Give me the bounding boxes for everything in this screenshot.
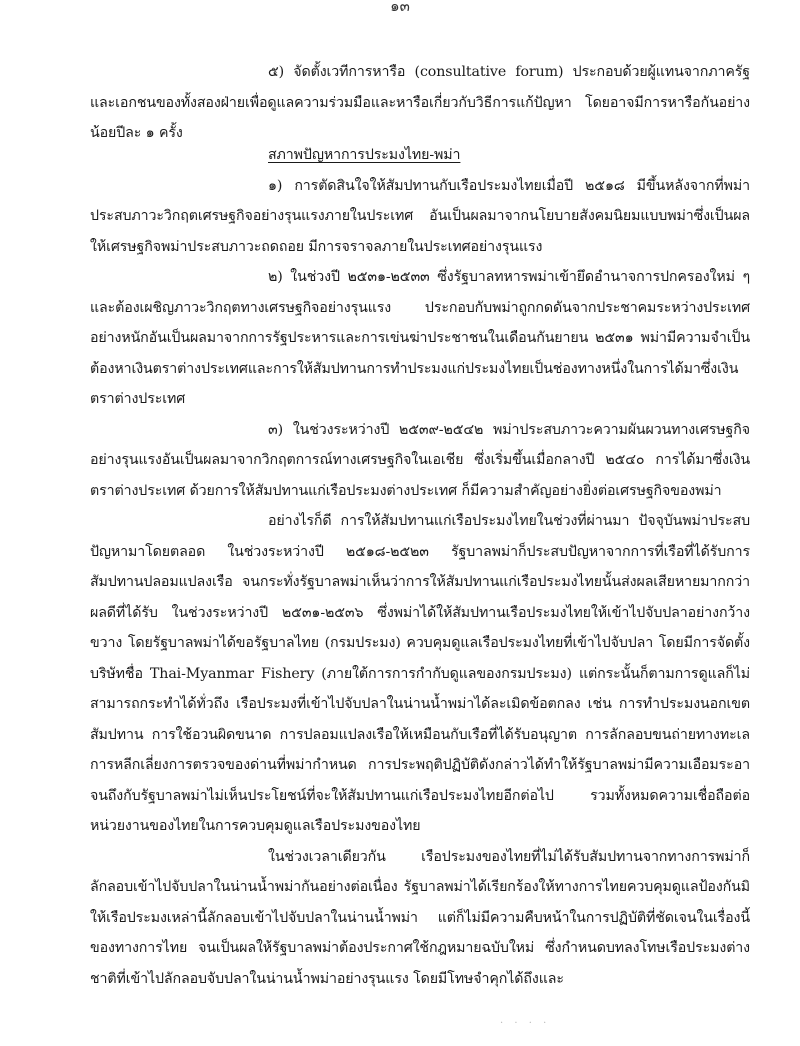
scan-artifact: · · · ·	[500, 1018, 551, 1029]
paragraph-same-period: ในช่วงเวลาเดียวกัน เรือประมงของไทยที่ไม่ได้รับสัมปทานจากทางการพม่าก็ลักลอบเข้าไปจับปลาในน่านน้ำพม่ากันอย่างต่อเนื่อง รัฐบาลพม่าได้เรียกร้องให้ทางการไทยควบคุมดูแลป้องกันมิให้เรือประมงเหล่านี้ลักลอบเข้าไปจับปลาในน่านน้ำพม่า แต่ก็ไม่มีความคืบหน้าในการปฏิบัติที่ชัดเจนในเรื่องนี้ของทางการไทย จนเป็นผลให้รัฐบาลพม่าต้องประกาศใช้กฎหมายฉบับใหม่ ซึ่งกำหนดบทลงโทษเรือประมงต่างชาติที่เข้าไปลักลอบจับปลาในน่านน้ำพม่าอย่างรุนแรง โดยมีโทษจำคุกได้ถึงและ	[90, 848, 750, 987]
paragraph-item-1: ๑) การตัดสินใจให้สัมปทานกับเรือประมงไทยเมื่อปี ๒๕๑๘ มีขึ้นหลังจากที่พม่าประสบภาวะวิกฤตเศรษฐกิจอย่างรุนแรงภายในประเทศ อันเป็นผลมาจากนโยบายสังคมนิยมแบบพม่าซึ่งเป็นผลให้เศรษฐกิจพม่าประสบภาวะถดถอย มีการจราจลภายในประเทศอย่างรุนแรง	[90, 177, 750, 255]
paragraph-item-2: ๒) ในช่วงปี ๒๕๓๑-๒๕๓๓ ซึ่งรัฐบาลทหารพม่าเข้ายึดอำนาจการปกครองใหม่ ๆ และต้องเผชิญภาวะวิกฤตทางเศรษฐกิจอย่างรุนแรง ประกอบกับพม่าถูกกดดันจากประชาคมระหว่างประเทศอย่างหนักอันเป็นผลมาจากการรัฐประหารและการเข่นฆ่าประชาชนในเดือนกันยายน ๒๕๓๑ พม่ามีความจำเป็นต้องหาเงินตราต่างประเทศและการให้สัมปทานการทำประมงแก่ประมงไทยเป็นช่องทางหนึ่งในการได้มาซึ่งเงินตราต่างประเทศ	[90, 269, 750, 407]
paragraph-however: อย่างไรก็ดี การให้สัมปทานแก่เรือประมงไทยในช่วงที่ผ่านมา ปัจจุบันพม่าประสบปัญหามาโดยตลอด ในช่วงระหว่างปี ๒๕๑๘-๒๕๒๓ รัฐบาลพม่าก็ประสบปัญหาจากการที่เรือที่ได้รับการสัมปทานปลอมแปลงเรือ จนกระทั่งรัฐบาลพม่าเห็นว่าการให้สัมปทานแก่เรือประมงไทยนั้นส่งผลเสียหายมากกว่าผลดีที่ได้รับ ในช่วงระหว่างปี ๒๕๓๑-๒๕๓๖ ซึ่งพม่าได้ให้สัมปทานเรือประมงไทยให้เข้าไปจับปลาอย่างกว้างขวาง โดยรัฐบาลพม่าได้ขอรัฐบาลไทย (กรมประมง) ควบคุมดูแลเรือประมงไทยที่เข้าไปจับปลา โดยมีการจัดตั้งบริษัทชื่อ Thai-Myanmar Fishery (ภายใต้การการกำกับดูแลของกรมประมง) แต่กระนั้นก็ตามการดูแลก็ไม่สามารถกระทำได้ทั่วถึง เรือประมงที่เข้าไปจับปลาในน่านน้ำพม่าได้ละเมิดข้อตกลง เช่น การทำประมงนอกเขตสัมปทาน การใช้อวนผิดขนาด การปลอมแปลงเรือให้เหมือนกับเรือที่ได้รับอนุญาต การลักลอบขนถ่ายทางทะเล การหลีกเลี่ยงการตรวจของด่านที่พม่ากำหนด การประพฤติปฏิบัติดังกล่าวได้ทำให้รัฐบาลพม่ามีความเอือมระอา จนถึงกับรัฐบาลพม่าไม่เห็นประโยชน์ที่จะให้สัมปทานแก่เรือประมงไทยอีกต่อไป รวมทั้งหมดความเชื่อถือต่อหน่วยงานของไทยในการควบคุมดูแลเรือประมงของไทย	[90, 513, 750, 834]
page-number: ๑๓	[390, 0, 410, 15]
paragraph-item-3: ๓) ในช่วงระหว่างปี ๒๕๓๙-๒๕๔๒ พม่าประสบภาวะความผันผวนทางเศรษฐกิจอย่างรุนแรงอันเป็นผลมาจากวิกฤตการณ์ทางเศรษฐกิจในเอเชีย ซึ่งเริ่มขึ้นเมื่อกลางปี ๒๕๔๐ การได้มาซึ่งเงินตราต่างประเทศ ด้วยการให้สัมปทานแก่เรือประมงต่างประเทศ ก็มีความสำคัญอย่างยิ่งต่อเศรษฐกิจของพม่า	[90, 421, 750, 499]
section-heading: สภาพปัญหาการประมงไทย-พม่า	[268, 147, 461, 163]
section-block	[90, 140, 750, 994]
consultative-forum-paragraph	[90, 57, 750, 149]
paragraph-item-5: ๕) จัดตั้งเวทีการหารือ (consultative forum) ประกอบด้วยผู้แทนจากภาครัฐและเอกชนของทั้งสองฝ่ายเพื่อดูแลความร่วมมือและหารือเกี่ยวกับวิธีการแก้ปัญหา โดยอาจมีการหารือกันอย่างน้อยปีละ ๑ ครั้ง	[90, 64, 750, 141]
